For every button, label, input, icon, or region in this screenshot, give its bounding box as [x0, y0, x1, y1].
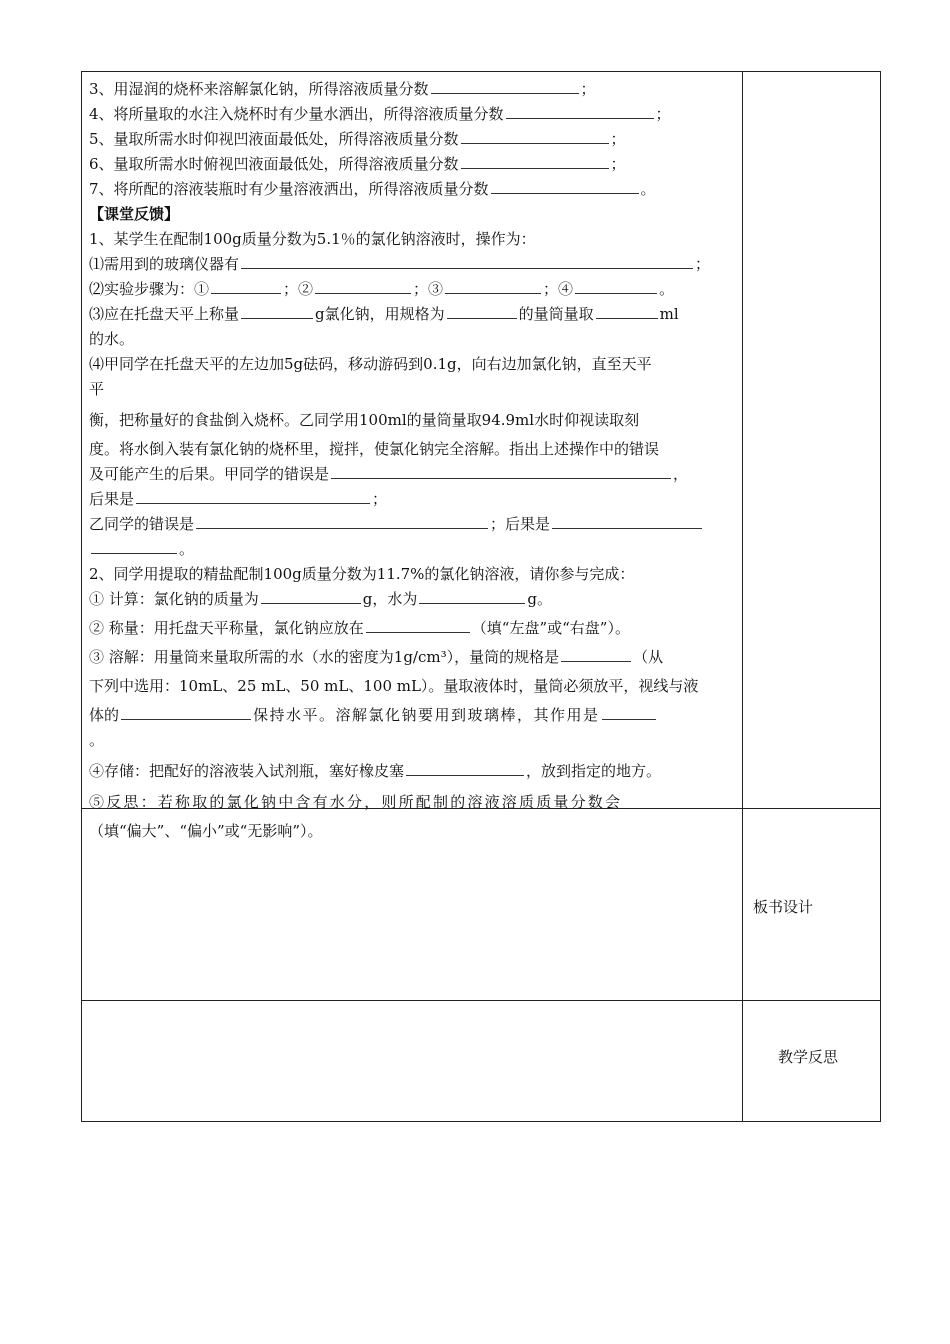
- q1-part1: ⑴需用到的玻璃仪器有 ；: [89, 252, 737, 277]
- q1-part4-line6: 后果是 ；: [89, 487, 737, 512]
- answer-blank[interactable]: [552, 512, 702, 529]
- q2-part3-line2: 下列中选用：10mL、25 mL、50 mL、100 mL）。量取液体时，量筒必须放平，视线与液: [89, 677, 699, 695]
- answer-blank[interactable]: [506, 102, 654, 119]
- q2-part2: ② 称量：用托盘天平称量，氯化钠应放在 （填“左盘”或“右盘”）。: [89, 616, 737, 641]
- q1-part4-line3: 衡，把称量好的食盐倒入烧杯。乙同学用100ml的量筒量取94.9ml水时仰视读取刻: [89, 411, 640, 429]
- question-line-7: 7、将所配的溶液装瓶时有少量溶液洒出，所得溶液质量分数 。: [89, 177, 737, 202]
- answer-blank[interactable]: [261, 587, 361, 604]
- answer-blank[interactable]: [315, 277, 411, 294]
- answer-blank[interactable]: [602, 703, 656, 720]
- answer-blank[interactable]: [419, 587, 525, 604]
- question-line-4: 4、将所量取的水注入烧杯时有少量水洒出，所得溶液质量分数 ；: [89, 102, 737, 127]
- answer-blank[interactable]: [241, 302, 313, 319]
- teaching-reflection-label: 教学反思: [778, 1048, 839, 1066]
- answer-blank[interactable]: [561, 645, 631, 662]
- q2-part5-line1: ⑤反思：若称取的氯化钠中含有水分，则所配制的溶液溶质质量分数会: [89, 793, 623, 811]
- column-divider: [742, 72, 743, 1122]
- board-design-label: 板书设计: [753, 898, 814, 916]
- answer-blank[interactable]: [366, 616, 470, 633]
- question-line-5: 5、量取所需水时仰视凹液面最低处，所得溶液质量分数 ；: [89, 127, 737, 152]
- answer-blank[interactable]: [491, 177, 639, 194]
- answer-blank[interactable]: [91, 537, 177, 554]
- q1-part3-cont: 的水。: [89, 330, 135, 348]
- answer-blank[interactable]: [461, 127, 609, 144]
- answer-blank[interactable]: [431, 77, 579, 94]
- q1-part4-line4: 度。将水倒入装有氯化钠的烧杯里，搅拌，使氯化钠完全溶解。指出上述操作中的错误: [89, 440, 660, 458]
- answer-blank[interactable]: [196, 512, 488, 529]
- q2-part4: ④存储：把配好的溶液装入试剂瓶，塞好橡皮塞 ，放到指定的地方。: [89, 759, 737, 784]
- question-line-6: 6、量取所需水时俯视凹液面最低处，所得溶液质量分数 ；: [89, 152, 737, 177]
- q1-part3: ⑶应在托盘天平上称量 g氯化钠，用规格为 的量筒量取 ml: [89, 302, 737, 327]
- q1-part4-line8: 。: [89, 537, 737, 562]
- q1-part4-line5: 及可能产生的后果。甲同学的错误是 ，: [89, 462, 737, 487]
- q1-part2: ⑵实验步骤为：① ；② ；③ ；④ 。: [89, 277, 737, 302]
- answer-blank[interactable]: [211, 277, 281, 294]
- answer-blank[interactable]: [461, 152, 609, 169]
- answer-blank[interactable]: [331, 462, 671, 479]
- q2-part3-line4: 。: [89, 731, 105, 749]
- question-line-3: 3、用湿润的烧杯来溶解氯化钠，所得溶液质量分数 ；: [89, 77, 737, 102]
- answer-blank[interactable]: [136, 487, 370, 504]
- answer-blank[interactable]: [575, 277, 657, 294]
- q1-part4-line2: 平: [89, 380, 105, 398]
- q2-stem: 2、同学用提取的精盐配制100g质量分数为11.7%的氯化钠溶液，请你参与完成：: [89, 565, 635, 583]
- feedback-heading: 【课堂反馈】: [89, 205, 180, 223]
- answer-blank[interactable]: [596, 302, 658, 319]
- main-content-cell: [89, 77, 737, 844]
- q2-part1: ① 计算：氯化钠的质量为 g，水为 g。: [89, 587, 737, 612]
- answer-blank[interactable]: [121, 703, 251, 720]
- q2-part3-line1: ③ 溶解：用量筒来量取所需的水（水的密度为1g/cm³），量筒的规格是 （从: [89, 645, 737, 670]
- q1-stem: 1、某学生在配制100g质量分数为5.1％的氯化钠溶液时，操作为：: [89, 230, 536, 248]
- q2-part3-line3: 体的 保持水平。溶解氯化钠要用到玻璃棒，其作用是: [89, 703, 737, 728]
- answer-blank[interactable]: [445, 277, 541, 294]
- answer-blank[interactable]: [406, 759, 524, 776]
- q2-part5-line2: （填“偏大”、“偏小”或“无影响”）。: [89, 822, 323, 840]
- row-divider-2: [82, 1000, 881, 1001]
- lesson-plan-table: [81, 71, 881, 1122]
- answer-blank[interactable]: [447, 302, 517, 319]
- q1-part4-line7: 乙同学的错误是 ；后果是: [89, 512, 737, 537]
- answer-blank[interactable]: [241, 252, 693, 269]
- q1-part4-line1: ⑷甲同学在托盘天平的左边加5g砝码，移动游码到0.1g，向右边加氯化钠，直至天平: [89, 355, 652, 373]
